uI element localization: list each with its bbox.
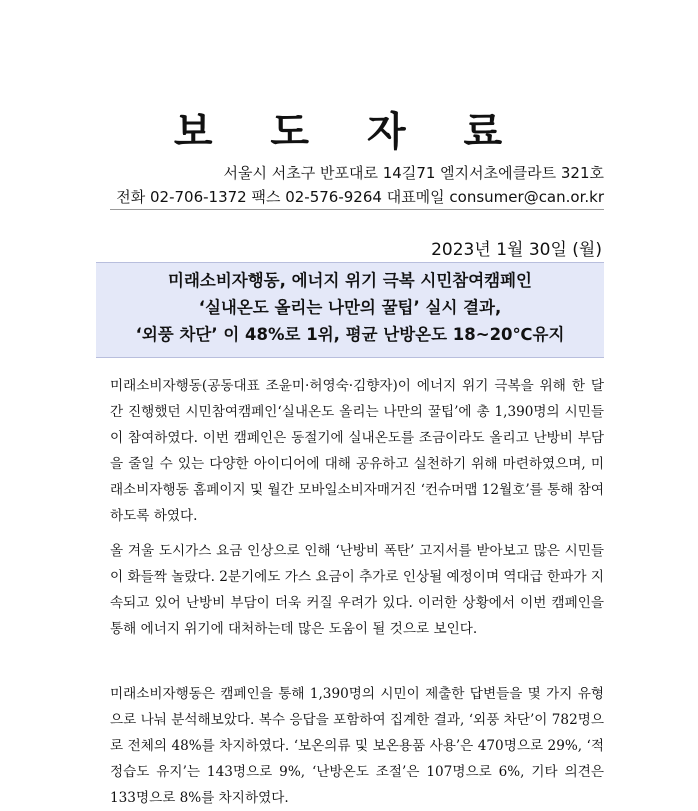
document-title: 보 도 자 료 (173, 109, 525, 155)
headline-line-3: ‘외풍 차단’ 이 48%로 1위, 평균 난방온도 18~20℃유지 (135, 325, 565, 344)
headline-line-2: ‘실내온도 올리는 나만의 꿀팁’ 실시 결과, (198, 298, 502, 317)
body-paragraph-1: 미래소비자행동(공동대표 조윤미·허영숙·김향자)이 에너지 위기 극복을 위해 한 달간 진행했던 시민참여캠페인‘실내온도 올리는 나만의 꿀팁’에 총 1,390명의 시민들이 참여하였다. 이번 캠페인은 동절기에 실내온도를 조금이라도 올리고 난방비 부담을 줄일 수 있는 다양한 아이디어에 대해 공유하고 실천하기 위해 마련하였으며, 미래소비자행동 홈페이지 및 월간 모바일소비자매거진 ‘컨슈머맵 12월호’를 통해 참여하도록 하였다. (110, 378, 604, 524)
body-paragraph-2: 올 겨울 도시가스 요금 인상으로 인해 ‘난방비 폭탄’ 고지서를 받아보고 많은 시민들이 화들짝 놀랐다. 2분기에도 가스 요금이 추가로 인상될 예정이며 역대급 한파가 지속되고 있어 난방비 부담이 더욱 커질 우려가 있다. 이러한 상황에서 이번 캠페인을 통해 에너지 위기에 대처하는데 많은 도움이 될 것으로 보인다. (110, 543, 604, 637)
release-date: 2023년 1월 30일 (월) (431, 240, 602, 260)
organization-contact: 전화 02-706-1372 팩스 02-576-9264 대표메일 consumer@can.or.kr (116, 188, 604, 206)
header-divider (110, 209, 604, 210)
headline-line-1: 미래소비자행동, 에너지 위기 극복 시민참여캠페인 (168, 271, 532, 290)
body-paragraph-3: 미래소비자행동은 캠페인을 통해 1,390명의 시민이 제출한 답변들을 몇 가지 유형으로 나눠 분석해보았다. 복수 응답을 포함하여 집계한 결과, ‘외풍 차단’이 782명으로 전체의 48%를 차지하였다. ‘보온의류 및 보온용품 사용’은 470명으로 29%, ‘적정습도 유지’는 143명으로 9%, ‘난방온도 조절’은 107명으로 6%, 기타 의견은 133명으로 8%를 차지하였다. (110, 686, 604, 806)
headline-box (96, 262, 604, 358)
organization-address: 서울시 서초구 반포대로 14길71 엘지서초에클라트 321호 (223, 164, 604, 182)
